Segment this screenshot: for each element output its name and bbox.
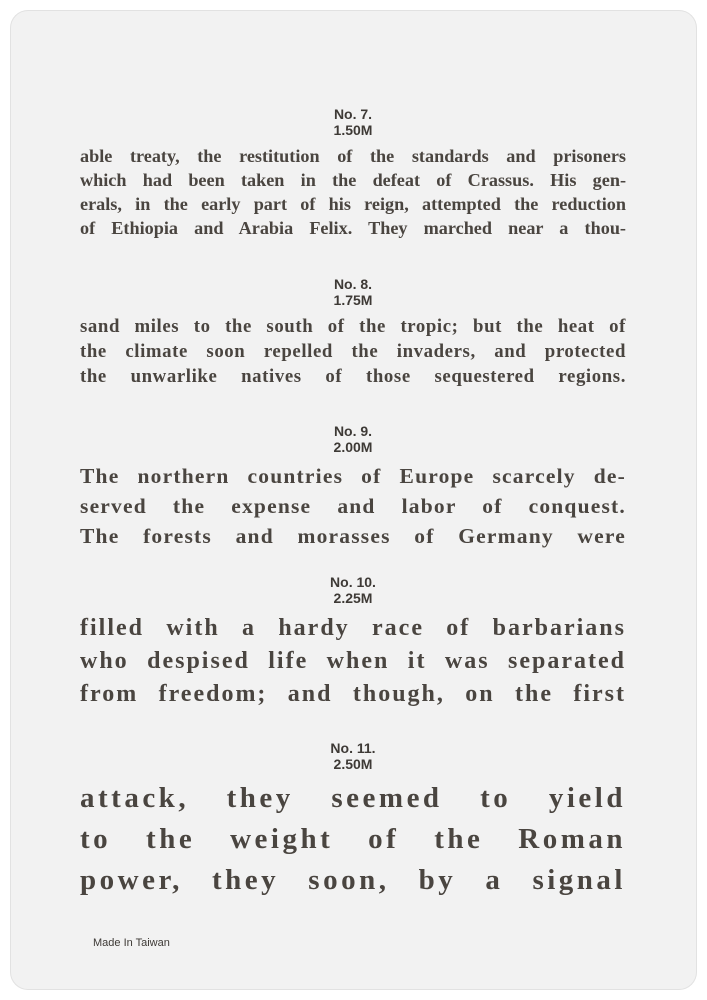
section-size: 2.25M — [333, 590, 373, 606]
specimen-section-no-9 — [80, 423, 626, 551]
made-in-label: Made In Taiwan — [93, 937, 170, 949]
text-line: filled with a hardy race of barbarians — [80, 615, 626, 641]
section-size: 2.50M — [333, 756, 373, 772]
specimen-section-no-7 — [80, 106, 626, 240]
specimen-text — [80, 461, 626, 551]
text-line: of Ethiopia and Arabia Felix. They marched near a thou- — [80, 218, 626, 238]
text-line: power, they soon, by a signal — [80, 864, 626, 896]
text-line: served the expense and labor of conquest. — [80, 494, 626, 518]
section-number: No. 9. — [333, 423, 373, 439]
specimen-section-no-11 — [80, 740, 626, 901]
specimen-text — [80, 612, 626, 711]
section-number: No. 8. — [333, 276, 373, 292]
specimen-text — [80, 144, 626, 240]
section-size: 1.50M — [333, 122, 373, 138]
text-line: able treaty, the restitution of the standards and prisoners — [80, 146, 626, 166]
text-line: sand miles to the south of the tropic; but the heat of — [80, 316, 626, 337]
specimen-section-no-10 — [80, 574, 626, 711]
section-size: 1.75M — [333, 292, 373, 308]
text-line: the unwarlike natives of those sequestered regions. — [80, 366, 626, 387]
text-line: attack, they seemed to yield — [80, 782, 626, 814]
text-line: The northern countries of Europe scarcely de- — [80, 464, 626, 488]
specimen-text — [80, 778, 626, 901]
section-number: No. 7. — [333, 106, 373, 122]
text-line: erals, in the early part of his reign, attempted the reduction — [80, 194, 626, 214]
text-line: to the weight of the Roman — [80, 823, 626, 855]
text-line: The forests and morasses of Germany were — [80, 524, 626, 548]
text-line: who despised life when it was separated — [80, 648, 626, 674]
text-line: the climate soon repelled the invaders, and protected — [80, 341, 626, 362]
section-number: No. 11. — [330, 740, 376, 756]
text-line: from freedom; and though, on the first — [80, 681, 626, 707]
section-size: 2.00M — [333, 439, 373, 455]
specimen-text — [80, 314, 626, 389]
specimen-section-no-8 — [80, 276, 626, 389]
text-line: which had been taken in the defeat of Crassus. His gen- — [80, 170, 626, 190]
section-number: No. 10. — [330, 574, 376, 590]
